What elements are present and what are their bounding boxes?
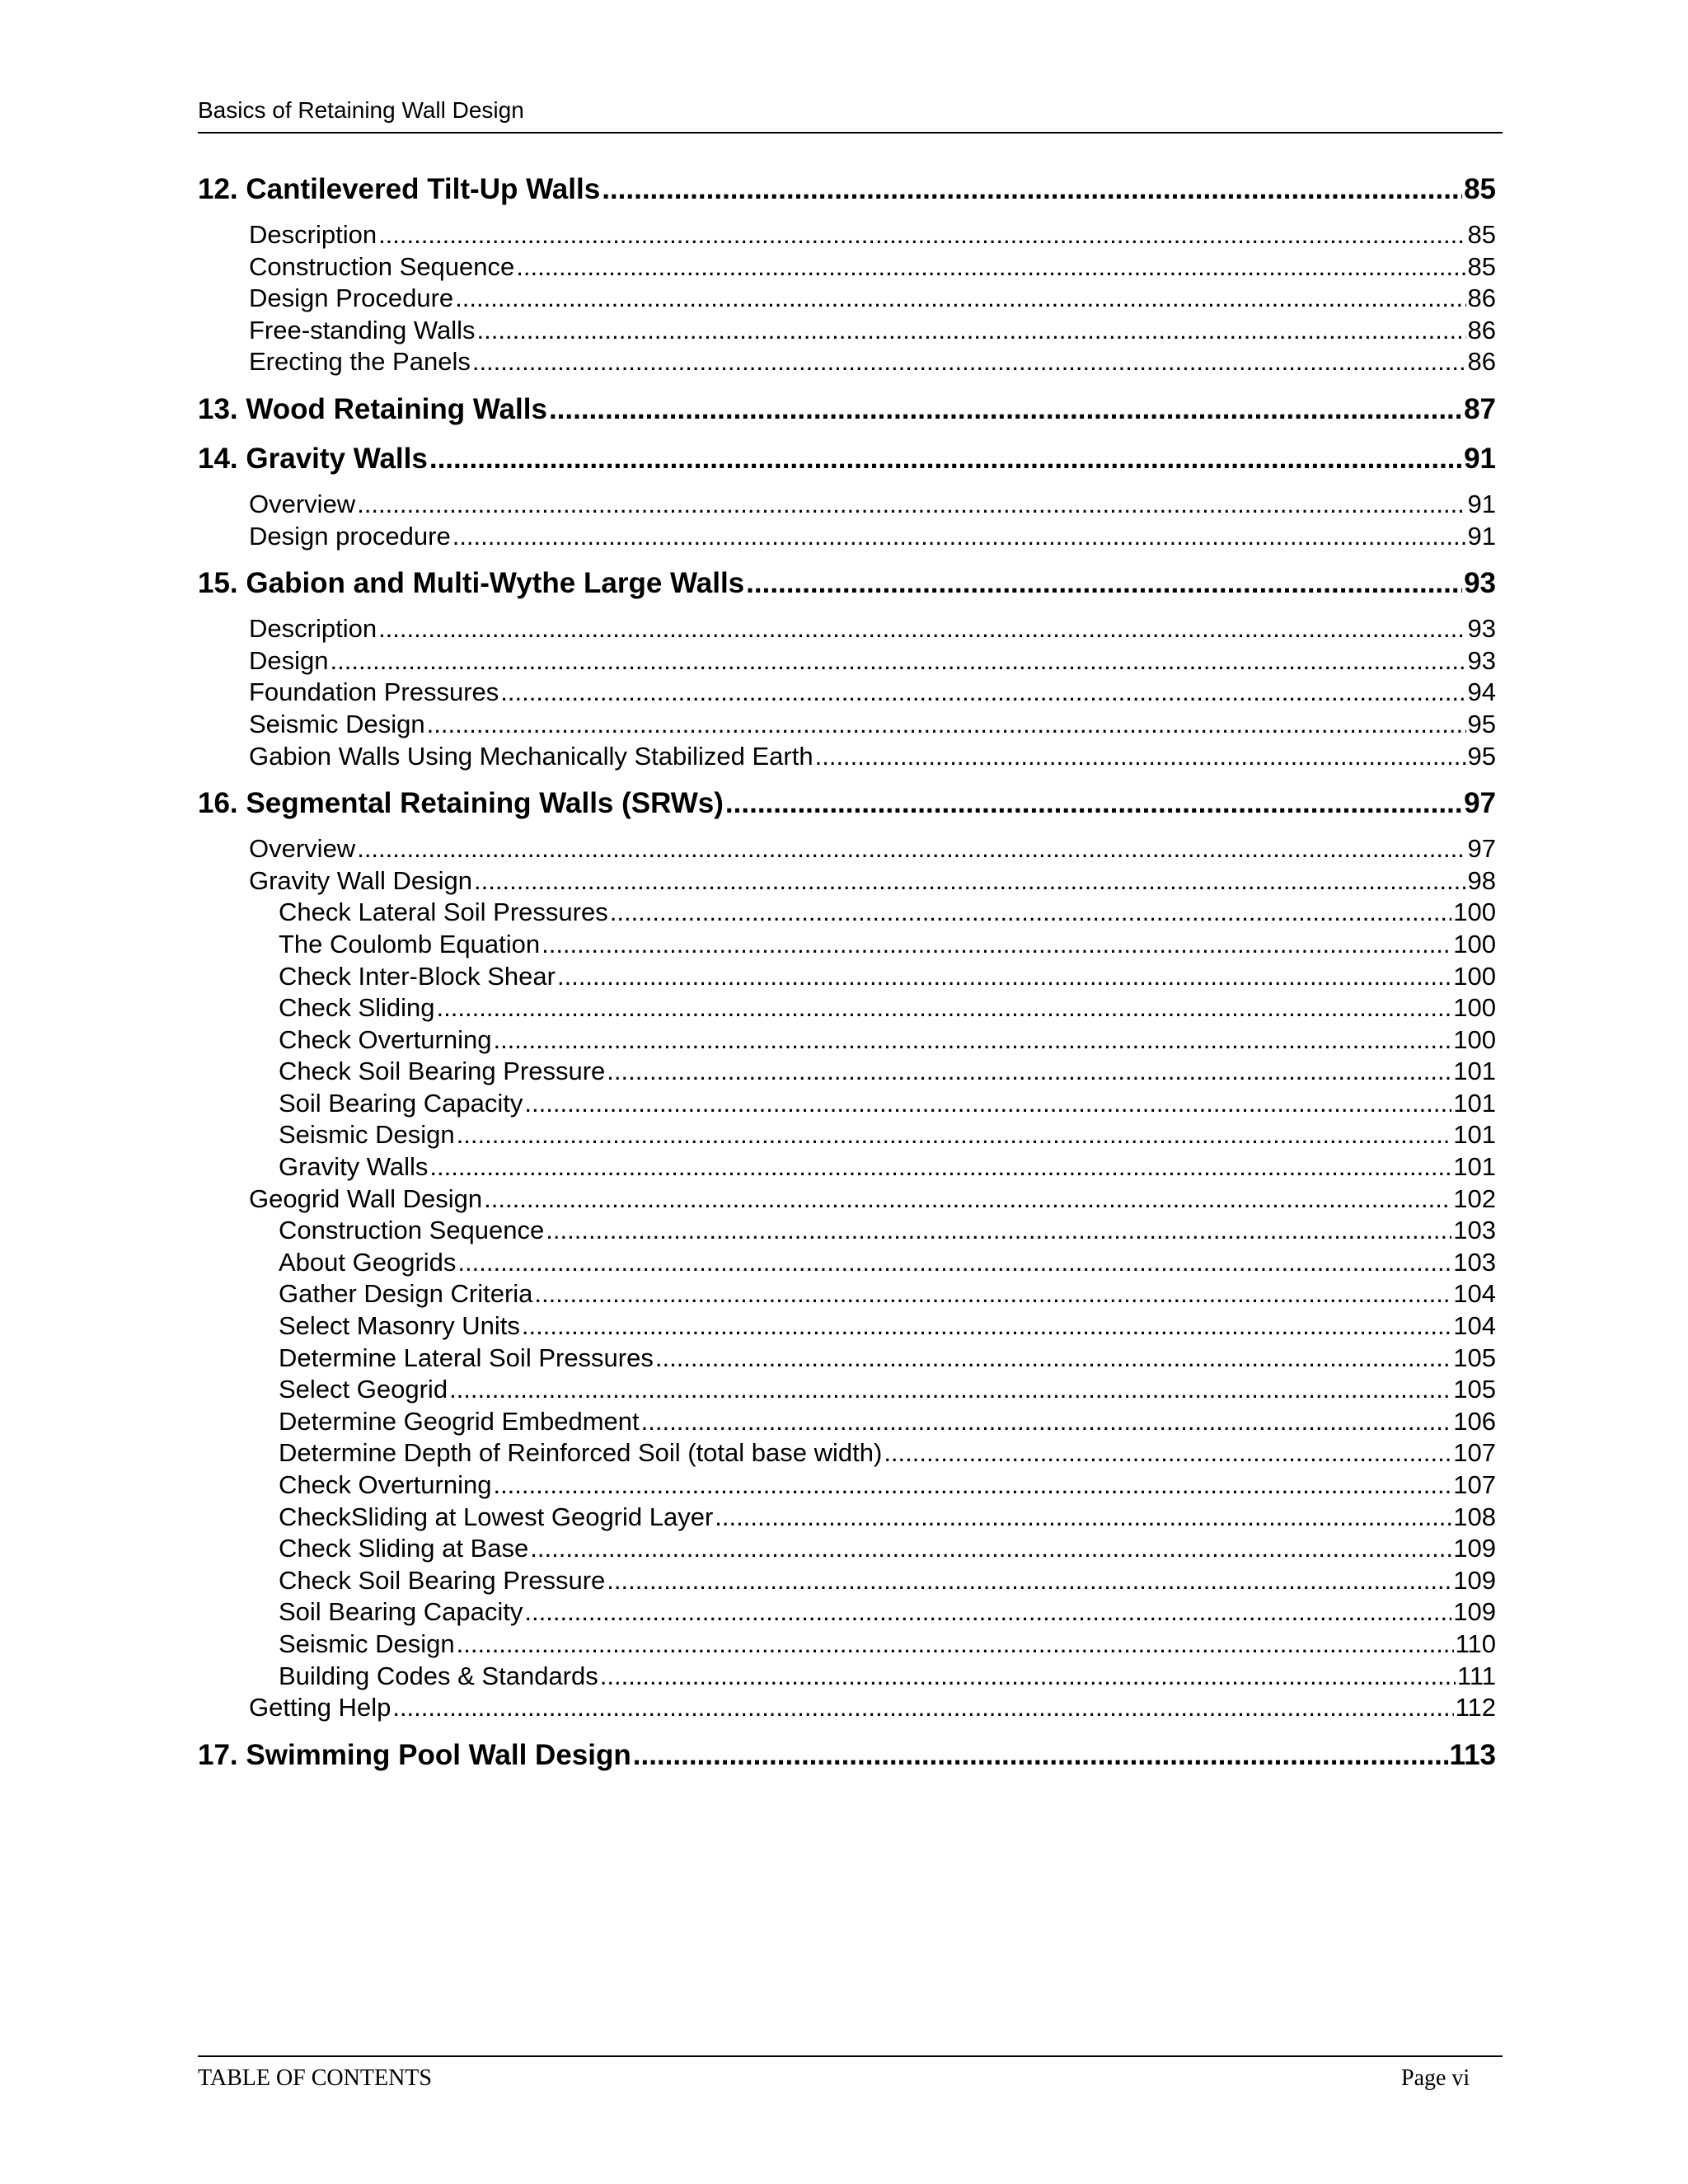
toc-entry-page: 101 xyxy=(1453,1120,1496,1150)
table-of-contents xyxy=(198,171,1496,1785)
toc-section-entry[interactable] xyxy=(198,961,1496,993)
toc-entry-title: CheckSliding at Lowest Geogrid Layer xyxy=(279,1502,714,1531)
toc-entry-page: 87 xyxy=(1464,392,1496,425)
toc-entry-title: Seismic Design xyxy=(279,1629,455,1658)
toc-entry-page: 93 xyxy=(1467,614,1496,644)
toc-dot-leader xyxy=(477,315,1466,347)
toc-section-entry[interactable] xyxy=(198,677,1496,709)
toc-entry-title: Building Codes & Standards xyxy=(279,1661,598,1690)
toc-dot-leader xyxy=(546,1215,1451,1247)
toc-entry-title: Design xyxy=(249,645,329,675)
toc-dot-leader xyxy=(493,1469,1451,1502)
toc-section-entry[interactable] xyxy=(198,1629,1496,1661)
toc-entry-page: 109 xyxy=(1453,1565,1496,1595)
toc-entry-page: 93 xyxy=(1464,567,1496,600)
toc-section-entry[interactable] xyxy=(198,929,1496,961)
toc-dot-leader xyxy=(392,1692,1453,1724)
toc-section-entry[interactable] xyxy=(198,741,1496,773)
toc-entry-page: 101 xyxy=(1453,1057,1496,1086)
toc-entry-page: 111 xyxy=(1456,1661,1496,1690)
toc-entry-page: 85 xyxy=(1467,220,1496,249)
toc-entry-page: 105 xyxy=(1453,1375,1496,1404)
toc-entry-title: 17. Swimming Pool Wall Design xyxy=(198,1738,631,1771)
toc-entry-title: Soil Bearing Capacity xyxy=(279,1088,523,1118)
toc-entry-page: 108 xyxy=(1453,1502,1496,1531)
toc-entry-page: 95 xyxy=(1467,741,1496,771)
toc-dot-leader xyxy=(449,1374,1451,1406)
toc-dot-leader xyxy=(530,1533,1451,1565)
toc-chapter-entry[interactable] xyxy=(198,171,1496,208)
toc-entry-title: Determine Geogrid Embedment xyxy=(279,1406,640,1436)
toc-entry-page: 110 xyxy=(1455,1629,1496,1658)
toc-entry-title: Gravity Wall Design xyxy=(249,865,473,895)
toc-entry-title: Construction Sequence xyxy=(249,251,515,281)
footer-section-label: TABLE OF CONTENTS xyxy=(198,2065,432,2091)
toc-dot-leader xyxy=(357,489,1465,521)
toc-entry-page: 97 xyxy=(1467,834,1496,864)
toc-entry-title: Description xyxy=(249,614,377,644)
toc-entry-page: 85 xyxy=(1467,251,1496,281)
toc-entry-page: 100 xyxy=(1453,993,1496,1023)
toc-section-entry[interactable] xyxy=(198,1119,1496,1151)
toc-entry-title: Overview xyxy=(249,489,356,518)
toc-entry-page: 109 xyxy=(1453,1534,1496,1563)
toc-dot-leader xyxy=(524,1088,1451,1120)
toc-dot-leader xyxy=(357,833,1465,865)
toc-entry-title: Select Masonry Units xyxy=(279,1311,520,1341)
toc-section-entry[interactable] xyxy=(198,1088,1496,1120)
toc-section-entry[interactable] xyxy=(198,992,1496,1024)
toc-entry-title: Overview xyxy=(249,834,356,864)
toc-dot-leader xyxy=(378,613,1465,645)
toc-dot-leader xyxy=(746,565,1462,602)
toc-entry-title: Getting Help xyxy=(249,1693,392,1722)
toc-entry-title: Check Sliding xyxy=(279,993,435,1023)
toc-entry-title: Check Overturning xyxy=(279,1470,492,1499)
toc-entry-page: 91 xyxy=(1467,521,1496,551)
toc-dot-leader xyxy=(472,346,1466,378)
toc-entry-page: 104 xyxy=(1453,1279,1496,1309)
toc-section-entry[interactable] xyxy=(198,1692,1496,1724)
toc-section-entry[interactable] xyxy=(198,1437,1496,1469)
page-header xyxy=(198,97,1503,134)
toc-entry-page: 91 xyxy=(1464,442,1496,475)
toc-dot-leader xyxy=(815,741,1466,773)
toc-section-entry[interactable] xyxy=(198,346,1496,378)
toc-entry-title: Free-standing Walls xyxy=(249,315,476,344)
toc-dot-leader xyxy=(610,897,1452,929)
toc-dot-leader xyxy=(457,1629,1454,1661)
toc-dot-leader xyxy=(457,1119,1452,1151)
toc-entry-title: Design procedure xyxy=(249,521,451,551)
toc-section-entry[interactable] xyxy=(198,1247,1496,1279)
page-footer xyxy=(198,2055,1503,2091)
toc-section-entry[interactable] xyxy=(198,1533,1496,1565)
toc-section-entry[interactable] xyxy=(198,897,1496,929)
toc-entry-page: 86 xyxy=(1467,347,1496,377)
toc-section-entry[interactable] xyxy=(198,283,1496,315)
toc-chapter-entry[interactable] xyxy=(198,391,1496,428)
toc-dot-leader xyxy=(452,521,1466,553)
toc-dot-leader xyxy=(542,929,1451,961)
toc-section-entry[interactable] xyxy=(198,645,1496,677)
toc-entry-title: Determine Depth of Reinforced Soil (total base width) xyxy=(279,1438,883,1468)
toc-section-entry[interactable] xyxy=(198,1596,1496,1629)
toc-entry-title: Seismic Design xyxy=(279,1120,455,1150)
toc-section-entry[interactable] xyxy=(198,709,1496,741)
toc-entry-title: Check Soil Bearing Pressure xyxy=(279,1057,606,1086)
toc-entry-title: Check Inter-Block Shear xyxy=(279,961,556,991)
toc-section-entry[interactable] xyxy=(198,251,1496,284)
toc-entry-page: 91 xyxy=(1467,489,1496,518)
toc-entry-title: Select Geogrid xyxy=(279,1375,448,1404)
toc-entry-page: 101 xyxy=(1453,1088,1496,1118)
toc-dot-leader xyxy=(641,1406,1452,1438)
toc-entry-title: Soil Bearing Capacity xyxy=(279,1597,523,1627)
toc-entry-page: 113 xyxy=(1449,1738,1496,1771)
toc-section-entry[interactable] xyxy=(198,1151,1496,1183)
toc-entry-title: Geogrid Wall Design xyxy=(249,1183,483,1213)
toc-entry-page: 103 xyxy=(1453,1216,1496,1245)
toc-dot-leader xyxy=(600,1661,1456,1693)
toc-entry-page: 97 xyxy=(1464,787,1496,820)
toc-dot-leader xyxy=(602,171,1462,208)
document-title: Basics of Retaining Wall Design xyxy=(198,97,524,123)
toc-section-entry[interactable] xyxy=(198,1469,1496,1502)
toc-section-entry[interactable] xyxy=(198,521,1496,553)
toc-dot-leader xyxy=(655,1343,1451,1375)
toc-dot-leader xyxy=(607,1565,1451,1597)
toc-entry-title: Gabion Walls Using Mechanically Stabilized Earth xyxy=(249,741,814,771)
toc-dot-leader xyxy=(715,1502,1451,1534)
toc-entry-page: 95 xyxy=(1467,709,1496,738)
toc-entry-title: 14. Gravity Walls xyxy=(198,442,428,475)
toc-entry-title: Check Soil Bearing Pressure xyxy=(279,1565,606,1595)
toc-entry-title: 12. Cantilevered Tilt-Up Walls xyxy=(198,173,601,205)
toc-entry-page: 86 xyxy=(1467,284,1496,313)
toc-entry-title: The Coulomb Equation xyxy=(279,929,541,958)
toc-entry-title: Foundation Pressures xyxy=(249,677,499,707)
toc-section-entry[interactable] xyxy=(198,489,1496,521)
toc-entry-title: Construction Sequence xyxy=(279,1216,545,1245)
toc-entry-title: Erecting the Panels xyxy=(249,347,471,377)
toc-dot-leader xyxy=(331,645,1466,677)
toc-chapter-entry[interactable] xyxy=(198,441,1496,477)
toc-section-entry[interactable] xyxy=(198,1565,1496,1597)
toc-entry-page: 100 xyxy=(1453,961,1496,991)
toc-dot-leader xyxy=(437,992,1452,1024)
toc-dot-leader xyxy=(500,677,1465,709)
toc-dot-leader xyxy=(884,1437,1451,1469)
toc-entry-page: 112 xyxy=(1455,1693,1496,1722)
toc-entry-page: 85 xyxy=(1464,173,1496,205)
toc-section-entry[interactable] xyxy=(198,1374,1496,1406)
toc-dot-leader xyxy=(607,1056,1451,1088)
toc-entry-title: Check Lateral Soil Pressures xyxy=(279,898,608,927)
toc-section-entry[interactable] xyxy=(198,833,1496,865)
toc-dot-leader xyxy=(427,709,1466,741)
toc-dot-leader xyxy=(493,1024,1451,1057)
toc-section-entry[interactable] xyxy=(198,613,1496,645)
toc-section-entry[interactable] xyxy=(198,1502,1496,1534)
toc-dot-leader xyxy=(474,865,1465,898)
toc-dot-leader xyxy=(516,251,1465,284)
toc-entry-page: 86 xyxy=(1467,315,1496,344)
toc-section-entry[interactable] xyxy=(198,1343,1496,1375)
toc-entry-page: 102 xyxy=(1453,1183,1496,1213)
toc-entry-page: 100 xyxy=(1453,929,1496,958)
footer-page-number: Page vi xyxy=(1401,2065,1470,2091)
toc-dot-leader xyxy=(457,1247,1451,1279)
toc-entry-page: 104 xyxy=(1453,1311,1496,1341)
toc-entry-title: Determine Lateral Soil Pressures xyxy=(279,1343,654,1372)
toc-entry-title: Gravity Walls xyxy=(279,1152,429,1182)
toc-dot-leader xyxy=(725,785,1462,822)
toc-entry-page: 100 xyxy=(1453,898,1496,927)
toc-entry-title: Gather Design Criteria xyxy=(279,1279,533,1309)
toc-section-entry[interactable] xyxy=(198,219,1496,251)
toc-section-entry[interactable] xyxy=(198,1183,1496,1216)
toc-dot-leader xyxy=(534,1278,1451,1310)
toc-dot-leader xyxy=(455,283,1465,315)
toc-section-entry[interactable] xyxy=(198,1661,1496,1693)
toc-entry-page: 94 xyxy=(1467,677,1496,707)
toc-entry-title: 13. Wood Retaining Walls xyxy=(198,392,547,425)
toc-section-entry[interactable] xyxy=(198,315,1496,347)
toc-entry-title: 15. Gabion and Multi-Wythe Large Walls xyxy=(198,567,745,600)
toc-dot-leader xyxy=(429,1151,1451,1183)
toc-dot-leader xyxy=(522,1310,1451,1343)
toc-entry-title: Check Overturning xyxy=(279,1024,492,1054)
toc-entry-title: Seismic Design xyxy=(249,709,425,738)
toc-entry-page: 103 xyxy=(1453,1247,1496,1277)
toc-entry-title: Description xyxy=(249,220,377,249)
toc-section-entry[interactable] xyxy=(198,1278,1496,1310)
toc-entry-page: 106 xyxy=(1453,1406,1496,1436)
toc-dot-leader xyxy=(557,961,1451,993)
toc-entry-page: 101 xyxy=(1453,1152,1496,1182)
toc-section-entry[interactable] xyxy=(198,1310,1496,1343)
toc-dot-leader xyxy=(484,1183,1451,1216)
toc-entry-title: About Geogrids xyxy=(279,1247,457,1277)
toc-entry-page: 109 xyxy=(1453,1597,1496,1627)
toc-entry-title: Design Procedure xyxy=(249,284,454,313)
toc-chapter-entry[interactable] xyxy=(198,1737,1496,1774)
toc-section-entry[interactable] xyxy=(198,1024,1496,1057)
toc-dot-leader xyxy=(429,441,1462,477)
toc-section-entry[interactable] xyxy=(198,1406,1496,1438)
toc-section-entry[interactable] xyxy=(198,1215,1496,1247)
toc-entry-page: 98 xyxy=(1467,865,1496,895)
toc-dot-leader xyxy=(633,1737,1448,1774)
toc-dot-leader xyxy=(524,1596,1451,1629)
toc-entry-page: 105 xyxy=(1453,1343,1496,1372)
toc-entry-page: 100 xyxy=(1453,1024,1496,1054)
toc-entry-page: 93 xyxy=(1467,645,1496,675)
toc-entry-title: Check Sliding at Base xyxy=(279,1534,529,1563)
toc-entry-title: 16. Segmental Retaining Walls (SRWs) xyxy=(198,787,724,820)
toc-chapter-entry[interactable] xyxy=(198,785,1496,822)
toc-section-entry[interactable] xyxy=(198,865,1496,898)
toc-chapter-entry[interactable] xyxy=(198,565,1496,602)
toc-dot-leader xyxy=(549,391,1462,428)
toc-entry-page: 107 xyxy=(1453,1438,1496,1468)
toc-section-entry[interactable] xyxy=(198,1056,1496,1088)
toc-dot-leader xyxy=(378,219,1465,251)
toc-entry-page: 107 xyxy=(1453,1470,1496,1499)
